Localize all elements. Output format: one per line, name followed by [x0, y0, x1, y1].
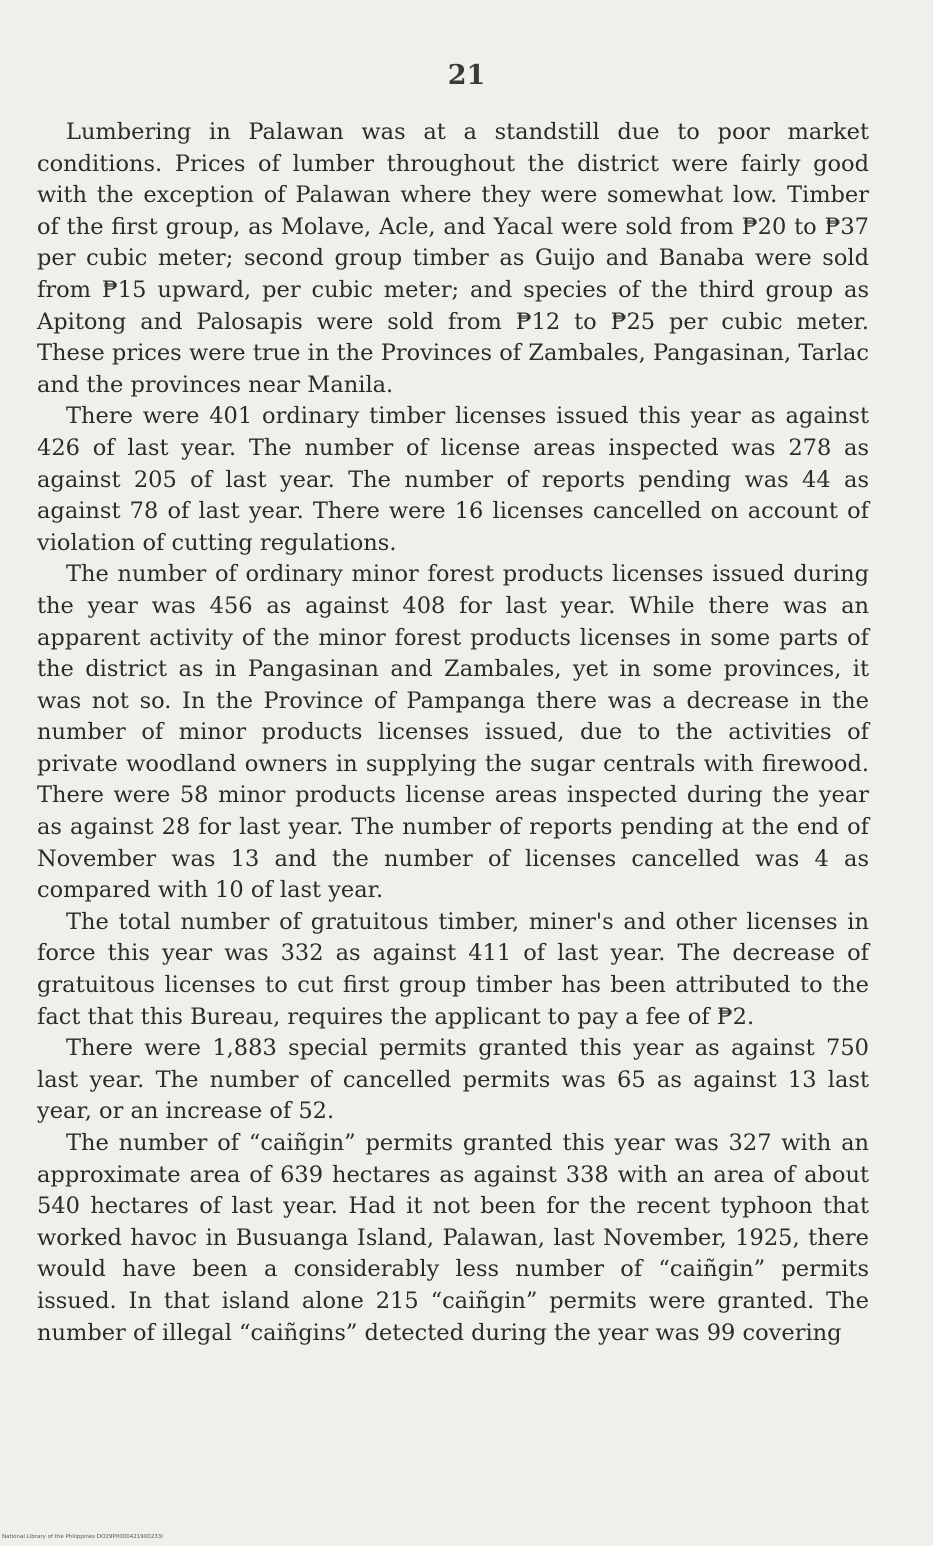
library-footer-note: National Library of the Philippines DO29P0000421900233I: [2, 1534, 163, 1540]
paragraph-special-permits: There were 1,883 special permits granted this year as against 750 last year. The number of cancelled permits was 65 as against 13 last year, or an increase of 52.: [37, 1035, 869, 1125]
paragraph-gratuitous-licenses: The total number of gratuitous timber, miner's and other licenses in force this year was 332 as against 411 of last year. The decrease of gratuitous licenses to cut first group timber has been attributed to the fact that this Bureau, requires the applicant to pay a fee of ₱2.: [37, 908, 869, 1030]
paragraph-minor-forest-products: The number of ordinary minor forest products licenses issued during the year was 456 as against 408 for last year. While there was an apparent activity of the minor forest products licenses in some parts of the district as in Pangasinan and Zambales, yet in some provinces, it was not so. In the Province of Pampanga there was a decrease in the number of minor products licenses issued, due to the activities of private woodland owners in supplying the sugar centrals with firewood. There were 58 minor products license areas inspected during the year as against 28 for last year. The number of reports pending at the end of November was 13 and the number of licenses cancelled was 4 as compared with 10 of last year.: [37, 561, 869, 904]
page-number: 21: [447, 60, 486, 91]
paragraph-timber-licenses: There were 401 ordinary timber licenses issued this year as against 426 of last year. The number of license areas inspected was 278 as against 205 of last year. The number of reports pending was 44 as against 78 of last year. There were 16 licenses cancelled on account of violation of cutting regulations.: [37, 403, 869, 556]
body-text: [37, 117, 869, 1349]
paragraph-caingin-permits: The number of “caiñgin” permits granted this year was 327 with an approximate area of 639 hectares as against 338 with an area of about 540 hectares of last year. Had it not been for the recent typhoon that worked havoc in Busuanga Island, Palawan, last November, 1925, there would have been a considerably less number of “caiñgin” permits issued. In that island alone 215 “caiñgin” permits were granted. The number of illegal “caiñgins” detected during the year was 99 covering: [37, 1130, 869, 1346]
paragraph-lumbering-prices: Lumbering in Palawan was at a standstill due to poor market conditions. Prices of lumber throughout the district were fairly good with the exception of Palawan where they were somewhat low. Timber of the first group, as Molave, Acle, and Yacal were sold from ₱20 to ₱37 per cubic meter; second group timber as Guijo and Banaba were sold from ₱15 upward, per cubic meter; and species of the third group as Apitong and Palosapis were sold from ₱12 to ₱25 per cubic meter. These prices were true in the Provinces of Zambales, Pangasinan, Tarlac and the provinces near Manila.: [37, 119, 869, 398]
